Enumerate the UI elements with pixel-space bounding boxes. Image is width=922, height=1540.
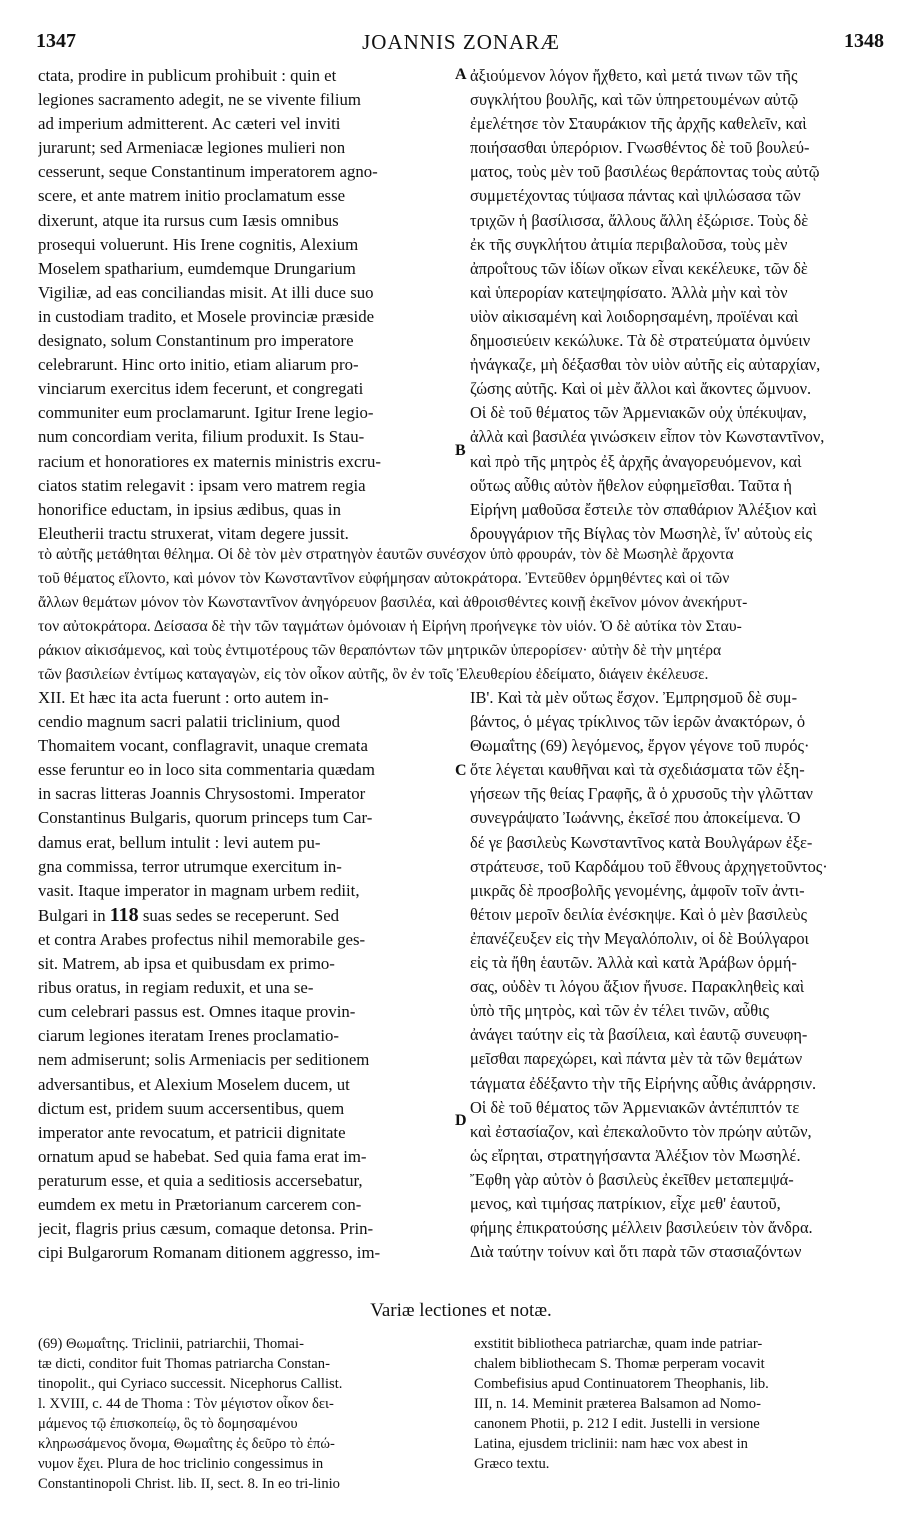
text-line: jecit, flagris prius cæsum, comaque detonsa. Prin- <box>38 1219 374 1239</box>
text-line: ad imperium admitterent. Ac cæteri vel inviti <box>38 114 341 134</box>
text-line: τῶν βασιλείων ἐντίμως καταγαγὼν, εἰς τὸν οἶκον αὐτῆς, ὃν ἐν τοῖς Ἐλευθερίου ἐδείματο, διάγειν ἐκέλευσε. <box>38 666 709 684</box>
latin-column-top <box>38 64 452 546</box>
note-line: κληρωσάμενος ὄνομα, Θωμαΐτης ἐς δεῦρο τὸ ἐπώ- <box>38 1436 335 1452</box>
latin-column-bottom <box>38 686 452 1265</box>
text-line: μικρᾶς δὲ προσβολῆς γενομένης, ἀμφοῖν τοῖν ἀντι- <box>470 880 805 900</box>
text-line: δημοσιεύειν κεκώλυκε. Τὰ δὲ στρατεύματα ὀμνύειν <box>470 331 811 351</box>
text-line: Εἰρήνη μαθοῦσα ἔστειλε τὸν σπαθάριον Ἀλέξιον καὶ <box>470 499 817 519</box>
text-line: damus erat, bellum intulit : levi autem pu- <box>38 832 321 852</box>
margin-marker-d: D <box>455 1112 467 1129</box>
text-line: ράκιον αἰκισάμενος, καὶ τοὺς ἐντιμοτέρους τῶν θεραπόντων τῶν μητρικῶν ὑπερορίσεν· αὐτὴν δὲ τὴν μητέρα <box>38 642 722 660</box>
text-line: racium et honoratiores ex maternis ministris excru- <box>38 451 381 471</box>
running-title: JOANNIS ZONARÆ <box>362 30 560 54</box>
note-line: canonem Photii, p. 212 I edit. Justelli in versione <box>474 1416 760 1432</box>
note-line: exstitit bibliotheca patriarchæ, quam inde patriar- <box>474 1336 763 1352</box>
text-fragment: suas sedes se receperunt. Sed <box>138 905 340 925</box>
text-line: ἀπροΐτους τῶν ἰδίων οἴκων εἶναι κεκέλευκε, τῶν δὲ <box>470 258 808 278</box>
text-line: designato, solum Constantinum pro imperatore <box>38 331 354 351</box>
text-line: Moselem spatharium, eumdemque Drungarium <box>38 258 356 278</box>
text-line: ribus oratus, in regiam reduxit, et una se- <box>38 978 314 998</box>
text-line <box>38 903 452 928</box>
text-line: οὕτως αὖθις αὐτὸν ἤθελον εὐφημεῖσθαι. Ταῦτα ἡ <box>470 475 792 495</box>
text-line: συγκλήτου βουλῆς, καὶ τῶν ὑπηρετουμένων αὐτῷ <box>470 90 799 110</box>
text-line: ἐμελέτησε τὸν Σταυράκιον τῆς ἀρχῆς καθελεῖν, καὶ <box>470 114 807 134</box>
text-line: in sacras litteras Joannis Chrysostomi. Imperator <box>38 784 366 804</box>
text-line: Vigiliæ, ad eas conciliandas misit. At illi duce suo <box>38 282 374 302</box>
text-line: esse feruntur eo in loco sita commentaria quædam <box>38 760 375 780</box>
text-line: σας, οὐδὲν τι λόγου ἄξιον ἤνυσε. Παρακληθεὶς καὶ <box>470 977 805 997</box>
text-line: δέ γε βασιλεὺς Κωνσταντῖνος κατὰ Βουλγάρων ἐξε- <box>470 832 813 852</box>
text-line: στράτευσε, τοῦ Καρδάμου τοῦ ἔθνους ἀρχηγετοῦντος· <box>470 856 828 876</box>
text-line: Constantinus Bulgaris, quorum princeps tum Car- <box>38 808 373 828</box>
greek-column-bottom <box>470 686 886 1264</box>
text-line: ὑπὸ τῆς μητρὸς, καὶ τῶν ἐν τέλει τινῶν, αὖθις <box>470 1001 769 1021</box>
text-line: et contra Arabes profectus nihil memorabile ges- <box>38 929 366 949</box>
note-line: chalem bibliothecam S. Thomæ perperam vocavit <box>474 1356 765 1372</box>
text-line: Διὰ ταύτην τοίνυν καὶ ὅτι παρὰ τῶν στασιαζόντων <box>470 1242 802 1262</box>
text-line: honorifice eductam, in ipsius ædibus, quas in <box>38 499 341 519</box>
text-line: imperator ante revocatum, et patricii dignitate <box>38 1122 346 1142</box>
text-line: ματος, τοὺς μὲν τοῦ βασιλέως θεράποντας τοὺς αὐτῷ <box>470 162 820 182</box>
text-fragment: Bulgari in <box>38 905 110 925</box>
note-line: Combefisius apud Continuatorem Theophanis, lib. <box>474 1376 769 1392</box>
text-line: in custodiam tradito, et Mosele provinciæ præside <box>38 306 375 326</box>
text-line: γήσεων τῆς θείας Γραφῆς, ἃ ὁ χρυσοῦς τὴν γλῶτταν <box>470 784 813 804</box>
text-line: συνεγράψατο Ἰωάννης, ἐκεῖσέ που ἀποκείμενα. Ὁ <box>470 808 801 828</box>
text-line: cesserunt, seque Constantinum imperatorem agno- <box>38 162 378 182</box>
note-line: Constantinopoli Christ. lib. II, sect. 8. In eo tri-linio <box>38 1476 340 1492</box>
text-line: ὅτε λέγεται καυθῆναι καὶ τὰ σχεδιάσματα τῶν ἐξη- <box>470 760 805 780</box>
text-line: ζώσης αὐτῆς. Καὶ οἱ μὲν ἄλλοι καὶ ἄκοντες ὤμνυον. <box>470 379 812 399</box>
text-line: num concordiam verita, filium produxit. Is Stau- <box>38 427 365 447</box>
original-page-number: 118 <box>109 903 139 926</box>
note-line: tinopolit., qui Cyriaco successit. Nicephorus Callist. <box>38 1376 343 1392</box>
note-line: l. XVIII, c. 44 de Thoma : Τὸν μέγιστον οἶκον δει- <box>38 1396 334 1412</box>
text-line: vinciarum exercitus idem fecerunt, et congregati <box>38 379 364 399</box>
text-line: XII. Et hæc ita acta fuerunt : orto autem in- <box>38 688 329 707</box>
text-line: ciarum legiones iteratam Irenes proclamatio- <box>38 1026 339 1046</box>
text-line: υἱὸν αἰκισαμένη καὶ λοιδορησαμένη, προϊέναι καὶ <box>470 306 799 326</box>
text-line: jurarunt; sed Armeniacæ legiones mulieri non <box>38 138 346 158</box>
notes-column-right <box>474 1334 888 1474</box>
greek-column-top <box>470 64 886 546</box>
note-line: tæ dicti, conditor fuit Thomas patriarcha Constan- <box>38 1356 330 1372</box>
text-line: adversantibus, et Alexium Moselem ducem, ut <box>38 1074 350 1094</box>
text-line: καὶ πρὸ τῆς μητρὸς ἐξ ἀρχῆς ἀναγορευόμενον, καὶ <box>470 451 802 471</box>
note-line: Græco textu. <box>474 1456 550 1472</box>
text-line: dixerunt, atque ita rursus cum Iæsis omnibus <box>38 210 339 230</box>
text-line: cendio magnum sacri palatii triclinium, quod <box>38 712 340 732</box>
text-line: Οἱ δὲ τοῦ θέματος τῶν Ἀρμενιακῶν οὐχ ὑπέκυψαν, <box>470 403 807 423</box>
text-line: ἠνάγκαζε, μὴ δέξασθαι τὸν υἱὸν αὐτῆς εἰς αὐταρχίαν, <box>470 355 821 375</box>
page-number-right: 1348 <box>844 30 884 52</box>
text-line: καὶ ἐστασίαζον, καὶ ἐπεκαλοῦντο τὸν πρώην αὐτῶν, <box>470 1121 812 1141</box>
text-line: celebrarunt. Hinc orto initio, etiam aliarum pro- <box>38 355 359 375</box>
text-line: Θωμαΐτης (69) λεγόμενος, ἔργον γέγονε τοῦ πυρός· <box>470 736 810 756</box>
notes-heading: Variæ lectiones et notæ. <box>370 1300 552 1321</box>
text-line: ποιήσασθαι ὑπερόριον. Γνωσθέντος δὲ τοῦ βουλεύ- <box>470 138 810 158</box>
text-line: τὸ αὐτῆς μετάθηται θέλημα. Οἱ δὲ τὸν μὲν στρατηγὸν ἑαυτῶν συνέσχον ὑπὸ φρουράν, τὸν δὲ Μωσηλὲ ἄρχοντα <box>38 546 734 563</box>
notes-column-left <box>38 1334 458 1494</box>
text-line: ἐπανέζευξεν εἰς τὴν Μεγαλόπολιν, οἱ δὲ Βούλγαροι <box>470 928 809 948</box>
note-line: Latina, ejusdem triclinii: nam hæc vox abest in <box>474 1436 748 1452</box>
text-line: τοῦ θέματος εἵλοντο, καὶ μόνον τὸν Κωνσταντῖνον εὐφήμησαν αὐτοκράτορα. Ἐντεῦθεν ὁρμηθέντες καὶ οἱ τῶν <box>38 570 730 588</box>
text-line: μεῖσθαι παρεχώρει, καὶ πάντα μὲν τὰ τῶν θεμάτων <box>470 1049 803 1069</box>
text-line: communiter eum proclamarunt. Igitur Irene legio- <box>38 403 374 423</box>
text-line: τριχῶν ἡ βασίλισσα, ἄλλους ἄλλη ἐξώρισε. Τοὺς δὲ <box>470 210 809 230</box>
note-line: μάμενος τῷ ἐπισκοπείῳ, ὃς τὸ δομησαμένου <box>38 1416 298 1432</box>
note-line: (69) Θωμαΐτης. Triclinii, patriarchii, Thomai- <box>38 1336 304 1352</box>
text-line: φήμης ἐπικρατούσης μέλλειν βασιλεύειν τὸν ἄνδρα. <box>470 1218 813 1238</box>
margin-marker-a: A <box>455 66 467 83</box>
text-line: Eleutherii tractu struxerat, vitam degere jussit. <box>38 523 349 543</box>
text-line: gna commissa, terror utrumque exercitum in- <box>38 856 342 876</box>
text-line: ἐκ τῆς συγκλήτου ἀτιμία περιβαλοῦσα, τοὺς μὲν <box>470 234 788 254</box>
text-line: legiones sacramento adegit, ne se vivente filium <box>38 90 361 110</box>
greek-full-width-block <box>38 543 888 688</box>
text-line: scere, et ante matrem initio proclamatum esse <box>38 186 346 206</box>
text-line: τον αὐτοκράτορα. Δείσασα δὲ τὴν τῶν ταγμάτων ὁμόνοιαν ἡ Εἰρήνη προήνεγκε τὸν υἱόν. Ὁ δὲ αὐτίκα τὸν Σταυ- <box>38 618 742 636</box>
text-line: συμμετέχοντας τύψασα πάντας καὶ ψιλώσασα τῶν <box>470 186 801 206</box>
text-line: dictum est, pridem suum accersentibus, quem <box>38 1098 345 1118</box>
text-line: Οἱ δὲ τοῦ θέματος τῶν Ἀρμενιακῶν ἀντέπιπτόν τε <box>470 1097 800 1117</box>
text-line: ἀλλὰ καὶ βασιλέα γινώσκειν εἶπον τὸν Κωνσταντῖνον, <box>470 427 825 447</box>
text-line: εἰς τὰ ἤθη ἑαυτῶν. Ἀλλὰ καὶ κατὰ Ἀράβων ὁρμή- <box>470 953 797 973</box>
text-line: ctata, prodire in publicum prohibuit : quin et <box>38 66 337 85</box>
text-line: τάγματα ἐδέξαντο τὴν τῆς Εἰρήνης αὖθις ἀνάρρησιν. <box>470 1073 817 1093</box>
text-line: μενος, καὶ τιμήσας πατρίκιον, εἶχε μεθ' ἑαυτοῦ, <box>470 1193 781 1213</box>
text-line: nem admiserunt; solis Armeniacis per seditionem <box>38 1050 370 1070</box>
page-number-left: 1347 <box>36 30 76 52</box>
text-line: ἄλλων θεμάτων μόνον τὸν Κωνσταντῖνον ἀνηγόρευον βασιλέα, καὶ ἀθροισθέντες κοινῇ ἐκεῖνον μόνον ἀνεκήρυτ- <box>38 594 748 612</box>
text-line: ΙΒ'. Καὶ τὰ μὲν οὕτως ἔσχον. Ἐμπρησμοῦ δὲ συμ- <box>470 688 798 707</box>
text-line: Ἔφθη γὰρ αὐτὸν ὁ βασιλεὺς ἐκεῖθεν μεταπεμψά- <box>470 1169 794 1189</box>
text-line: eumdem ex metu in Prætorianum carcerem con- <box>38 1194 362 1214</box>
text-line: θέτοιν μεροῖν δειλία ἐνέσκηψε. Καὶ ὁ μὲν βασιλεὺς <box>470 904 808 924</box>
note-line: νυμον ἔχει. Plura de hoc triclinio congessimus in <box>38 1456 324 1472</box>
text-line: cum celebrari passus est. Omnes itaque provin- <box>38 1002 356 1022</box>
page-header <box>0 30 922 64</box>
text-line: ciatos statim relegavit : ipsam vero matrem regia <box>38 475 366 495</box>
text-line: prosequi voluerunt. His Irene cognitis, Alexium <box>38 234 359 254</box>
text-line: peraturum esse, et quia a seditiosis accersebatur, <box>38 1170 363 1190</box>
margin-marker-b: B <box>455 442 466 459</box>
margin-marker-c: C <box>455 762 467 779</box>
text-line: ὡς εἴρηται, στρατηγήσαντα Ἀλέξιον τὸν Μωσηλέ. <box>470 1145 801 1165</box>
text-line: sit. Matrem, ab ipsa et quibusdam ex primo- <box>38 954 335 974</box>
text-line: vasit. Itaque imperator in magnam urbem rediit, <box>38 880 360 900</box>
text-line: cipi Bulgarorum Romanam ditionem aggresso, im- <box>38 1243 381 1263</box>
text-line: βάντος, ὁ μέγας τρίκλινος τῶν ἱερῶν ἀνακτόρων, ὁ <box>470 712 806 732</box>
note-line: III, n. 14. Meminit præterea Balsamon ad Nomo- <box>474 1396 761 1412</box>
text-line: Thomaitem vocant, conflagravit, unaque cremata <box>38 736 368 756</box>
text-line: ἀξιούμενον λόγον ἤχθετο, καὶ μετά τινων τῶν τῆς <box>470 66 798 85</box>
text-line: καὶ ὑπερορίαν κατεψηφίσατο. Ἀλλὰ μὴν καὶ τὸν <box>470 282 788 302</box>
text-line: ἀνάγει ταύτην εἰς τὰ βασίλεια, καὶ ἑαυτῷ συνευφη- <box>470 1025 808 1045</box>
text-line: ornatum apud se habebat. Sed quia fama erat im- <box>38 1146 367 1166</box>
text-line: δρουγγάριον τῆς Βίγλας τὸν Μωσηλὲ, ἵν' αὐτοὺς εἰς <box>470 523 812 543</box>
